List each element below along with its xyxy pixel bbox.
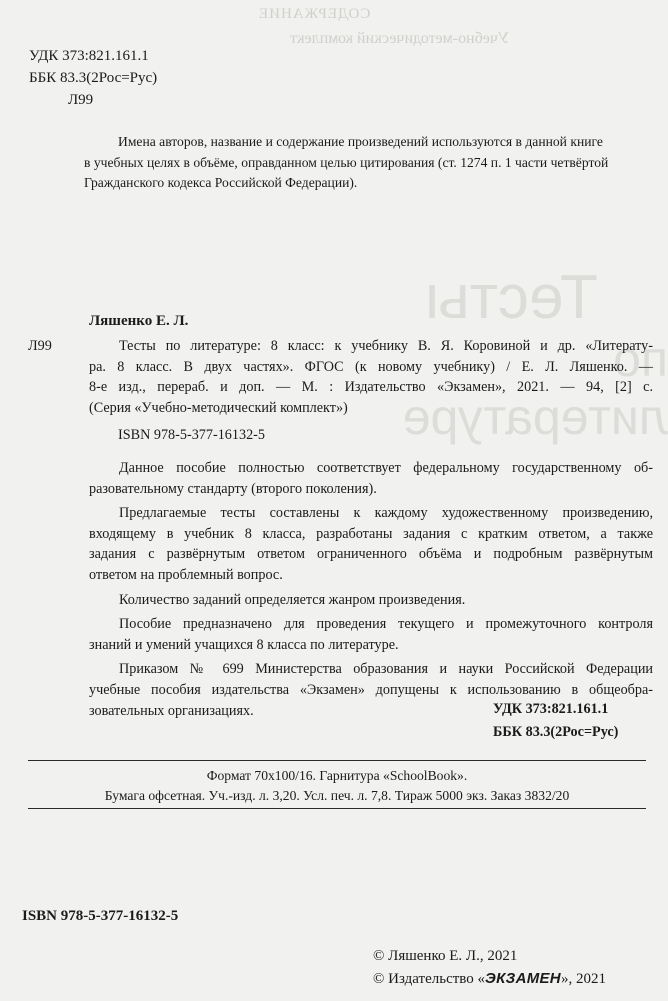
print-info-line1: Формат 70x100/16. Гарнитура «SchoolBook».	[206, 768, 468, 783]
record-line: 8-е изд., перераб. и доп. — М. : Издательство «Экзамен», 2021. — 94, [2] с.	[89, 379, 653, 396]
annotation-line: входящему в учебник 8 класса, разработаны задания с кратким ответом, а также	[89, 525, 653, 542]
header-udk: УДК 373:821.161.1	[29, 48, 149, 64]
annotation-line: Пособие предназначено для проведения текущего и промежуточного контроля	[119, 616, 653, 633]
record-description	[89, 336, 653, 418]
notice-line: Имена авторов, название и содержание произведений используются в данной книге	[118, 134, 603, 149]
copyright-author: © Ляшенко Е. Л., 2021	[373, 948, 518, 964]
record-line: Тесты по литературе: 8 класс: к учебнику В. Я. Коровиной и др. «Литерату-	[119, 338, 653, 354]
annotation-line: Приказом № 699 Министерства образования и науки Российской Федерации	[119, 661, 653, 678]
bleed-through-top2: Учебно-методический комплект	[290, 30, 510, 47]
annotation	[89, 458, 653, 721]
classification-bbk: ББК 83.3(2Рос=Рус)	[493, 724, 619, 740]
annotation-line: задания с развёрнутым ответом ограниченного объёма и подробным развёрнутым	[89, 546, 653, 563]
annotation-line: разовательному стандарту (второго поколения).	[89, 480, 377, 497]
annotation-line: ответом на проблемный вопрос.	[89, 566, 283, 583]
annotation-paragraph	[89, 458, 653, 499]
header-bbk: ББК 83.3(2Рос=Рус)	[29, 70, 158, 86]
copyright-notice	[84, 132, 652, 194]
annotation-line: Предлагаемые тесты составлены к каждому художественному произведению,	[119, 505, 653, 522]
annotation-line: Количество заданий определяется жанром произведения.	[119, 591, 466, 608]
copyright-publisher-prefix: © Издательство «	[373, 971, 486, 987]
copyright-publisher-suffix: », 2021	[560, 971, 606, 987]
annotation-paragraph	[89, 503, 653, 585]
record-line: (Серия «Учебно-методический комплект»)	[89, 399, 348, 416]
record-isbn: ISBN 978-5-377-16132-5	[118, 427, 265, 443]
annotation-paragraph	[89, 614, 653, 655]
notice-line: Гражданского кодекса Российской Федерации).	[84, 175, 358, 191]
record-line: ра. 8 класс. В двух частях». ФГОС (к новому учебнику) / Е. Л. Ляшенко. —	[89, 358, 653, 375]
print-info-rule-bottom	[28, 808, 646, 809]
header-code: Л99	[68, 92, 94, 108]
annotation-paragraph	[89, 590, 653, 611]
copyright-publisher	[373, 970, 606, 988]
bleed-through-big2: по литературе	[402, 331, 668, 445]
print-info-rule-top	[28, 760, 646, 761]
publisher-brand: ЭКЗАМЕН	[485, 970, 561, 987]
bleed-through-big1: Тесты	[425, 263, 598, 332]
footer-isbn: ISBN 978-5-377-16132-5	[22, 908, 179, 924]
record-code: Л99	[28, 338, 52, 354]
record-author: Ляшенко Е. Л.	[89, 313, 189, 329]
notice-line: в учебных целях в объёме, оправданном целью цитирования (ст. 1274 п. 1 части четвёртой	[84, 154, 609, 170]
annotation-line: Данное пособие полностью соответствует федеральному государственному об-	[119, 460, 653, 476]
annotation-line: зовательных организациях.	[89, 702, 254, 719]
annotation-line: знаний и умений учащихся 8 класса по литературе.	[89, 636, 399, 653]
annotation-line: учебные пособия издательства «Экзамен» допущены к использованию в общеобра-	[89, 681, 653, 698]
classification-udk: УДК 373:821.161.1	[493, 701, 609, 717]
bleed-through-top1: СОДЕРЖАНИЕ	[258, 6, 371, 22]
print-info-line2: Бумага офсетная. Уч.-изд. л. 3,20. Усл. печ. л. 7,8. Тираж 5000 экз. Заказ 3832/20	[104, 788, 570, 803]
